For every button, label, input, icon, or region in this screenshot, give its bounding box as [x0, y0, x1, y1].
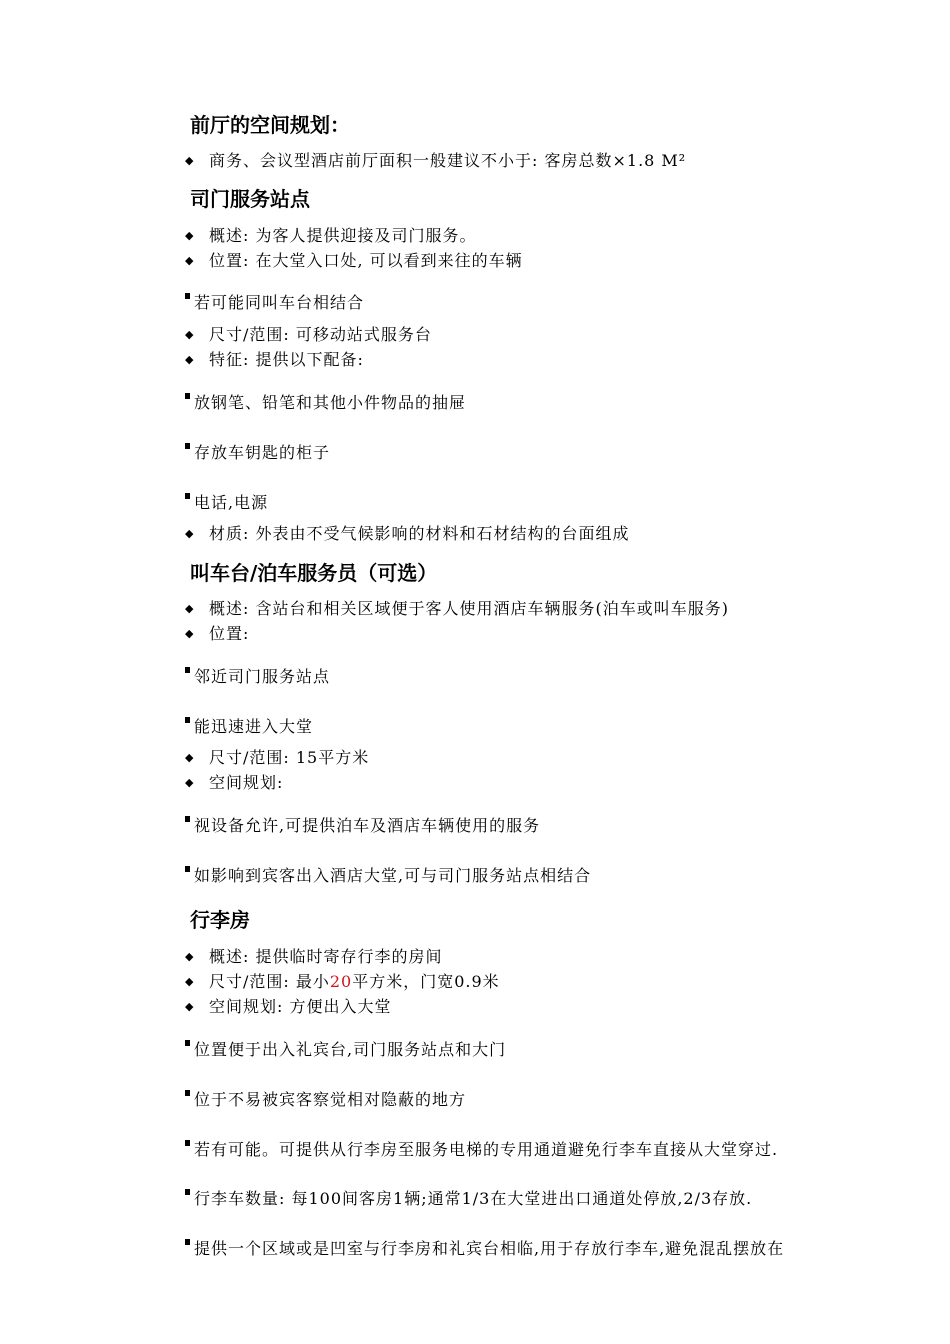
diamond-bullet-icon: ◆ [185, 328, 195, 341]
list-item [185, 997, 391, 1017]
square-bullet-icon [185, 667, 190, 673]
diamond-bullet-icon: ◆ [185, 254, 195, 267]
item-text: 商务、会议型酒店前厅面积一般建议不小于: 客房总数×1.8 M² [209, 151, 687, 170]
item-text: 尺寸/范围: 最小 [209, 972, 330, 991]
square-bullet-icon [185, 1239, 190, 1245]
diamond-bullet-icon: ◆ [185, 975, 195, 988]
item-text: 能迅速进入大堂 [194, 717, 314, 736]
square-bullet-icon [185, 443, 190, 449]
diamond-bullet-icon: ◆ [185, 602, 195, 615]
list-item [185, 599, 729, 619]
item-text: 行李车数量: 每100间客房1辆;通常1/3在大堂进出口通道处停放,2/3存放. [194, 1189, 753, 1208]
item-text: 空间规划: 方便出入大堂 [209, 997, 392, 1016]
item-text: 位置: 在大堂入口处, 可以看到来往的车辆 [209, 251, 523, 270]
diamond-bullet-icon: ◆ [185, 751, 195, 764]
item-text: 若有可能。可提供从行李房至服务电梯的专用通道避免行李车直接从大堂穿过. [194, 1140, 779, 1159]
diamond-bullet-icon: ◆ [185, 950, 195, 963]
section-title-door-service: 司门服务站点 [190, 187, 310, 211]
item-text: 电话,电源 [194, 493, 269, 512]
square-bullet-icon [185, 1040, 190, 1046]
list-item [185, 293, 364, 313]
item-text: 位于不易被宾客察觉相对隐蔽的地方 [194, 1090, 467, 1109]
item-text: 邻近司门服务站点 [194, 667, 331, 686]
item-text: 放钢笔、铅笔和其他小件物品的抽屉 [194, 393, 467, 412]
item-text: 空间规划: [209, 773, 284, 792]
section-title-front-hall: 前厅的空间规划： [190, 113, 350, 137]
list-item [185, 350, 364, 370]
item-text: 尺寸/范围: 可移动站式服务台 [209, 325, 432, 344]
item-text: 位置便于出入礼宾台,司门服务站点和大门 [194, 1040, 507, 1059]
square-bullet-icon [185, 1140, 190, 1146]
square-bullet-icon [185, 717, 190, 723]
item-text: 如影响到宾客出入酒店大堂,可与司门服务站点相结合 [194, 866, 592, 885]
item-text: 存放车钥匙的柜子 [194, 443, 331, 462]
list-item [185, 1239, 784, 1259]
list-item [185, 748, 369, 768]
list-item [185, 524, 629, 544]
list-item [185, 947, 442, 967]
list-item [185, 1140, 778, 1160]
item-text: 尺寸/范围: 15平方米 [209, 748, 370, 767]
list-item [185, 226, 476, 246]
item-text: 视设备允许,可提供泊车及酒店车辆使用的服务 [194, 816, 541, 835]
diamond-bullet-icon: ◆ [185, 154, 195, 167]
list-item [185, 667, 330, 687]
section-title-car-call: 叫车台/泊车服务员（可选） [190, 561, 438, 585]
item-text: 材质: 外表由不受气候影响的材料和石材结构的台面组成 [209, 524, 630, 543]
square-bullet-icon [185, 493, 190, 499]
item-text: 特征: 提供以下配备: [209, 350, 364, 369]
list-item [185, 1040, 506, 1060]
square-bullet-icon [185, 393, 190, 399]
item-text: 概述: 为客人提供迎接及司门服务。 [209, 226, 477, 245]
diamond-bullet-icon: ◆ [185, 627, 195, 640]
square-bullet-icon [185, 816, 190, 822]
diamond-bullet-icon: ◆ [185, 229, 195, 242]
list-item [185, 393, 466, 413]
diamond-bullet-icon: ◆ [185, 527, 195, 540]
square-bullet-icon [185, 866, 190, 872]
section-title-luggage-room: 行李房 [190, 908, 250, 932]
list-item [185, 773, 283, 793]
item-text: 提供一个区域或是凹室与行李房和礼宾台相临,用于存放行李车,避免混乱摆放在 [194, 1239, 785, 1258]
list-item [185, 624, 249, 644]
item-text: 平方米，门宽0.9米 [352, 972, 500, 991]
item-text: 若可能同叫车台相结合 [194, 293, 365, 312]
list-item [185, 443, 330, 463]
list-item [185, 325, 432, 345]
diamond-bullet-icon: ◆ [185, 776, 195, 789]
list-item [185, 866, 591, 886]
diamond-bullet-icon: ◆ [185, 1000, 195, 1013]
list-item [185, 251, 523, 271]
list-item [185, 816, 540, 836]
item-text: 位置: [209, 624, 250, 643]
list-item [185, 1090, 466, 1110]
item-text: 概述: 提供临时寄存行李的房间 [209, 947, 443, 966]
diamond-bullet-icon: ◆ [185, 353, 195, 366]
list-item [185, 493, 268, 513]
list-item [185, 972, 500, 992]
list-item [185, 1189, 752, 1209]
list-item [185, 151, 686, 171]
square-bullet-icon [185, 1090, 190, 1096]
square-bullet-icon [185, 293, 190, 299]
item-text: 概述: 含站台和相关区域便于客人使用酒店车辆服务(泊车或叫车服务) [209, 599, 729, 618]
list-item [185, 717, 313, 737]
highlight-number: 20 [329, 972, 353, 991]
square-bullet-icon [185, 1189, 190, 1195]
